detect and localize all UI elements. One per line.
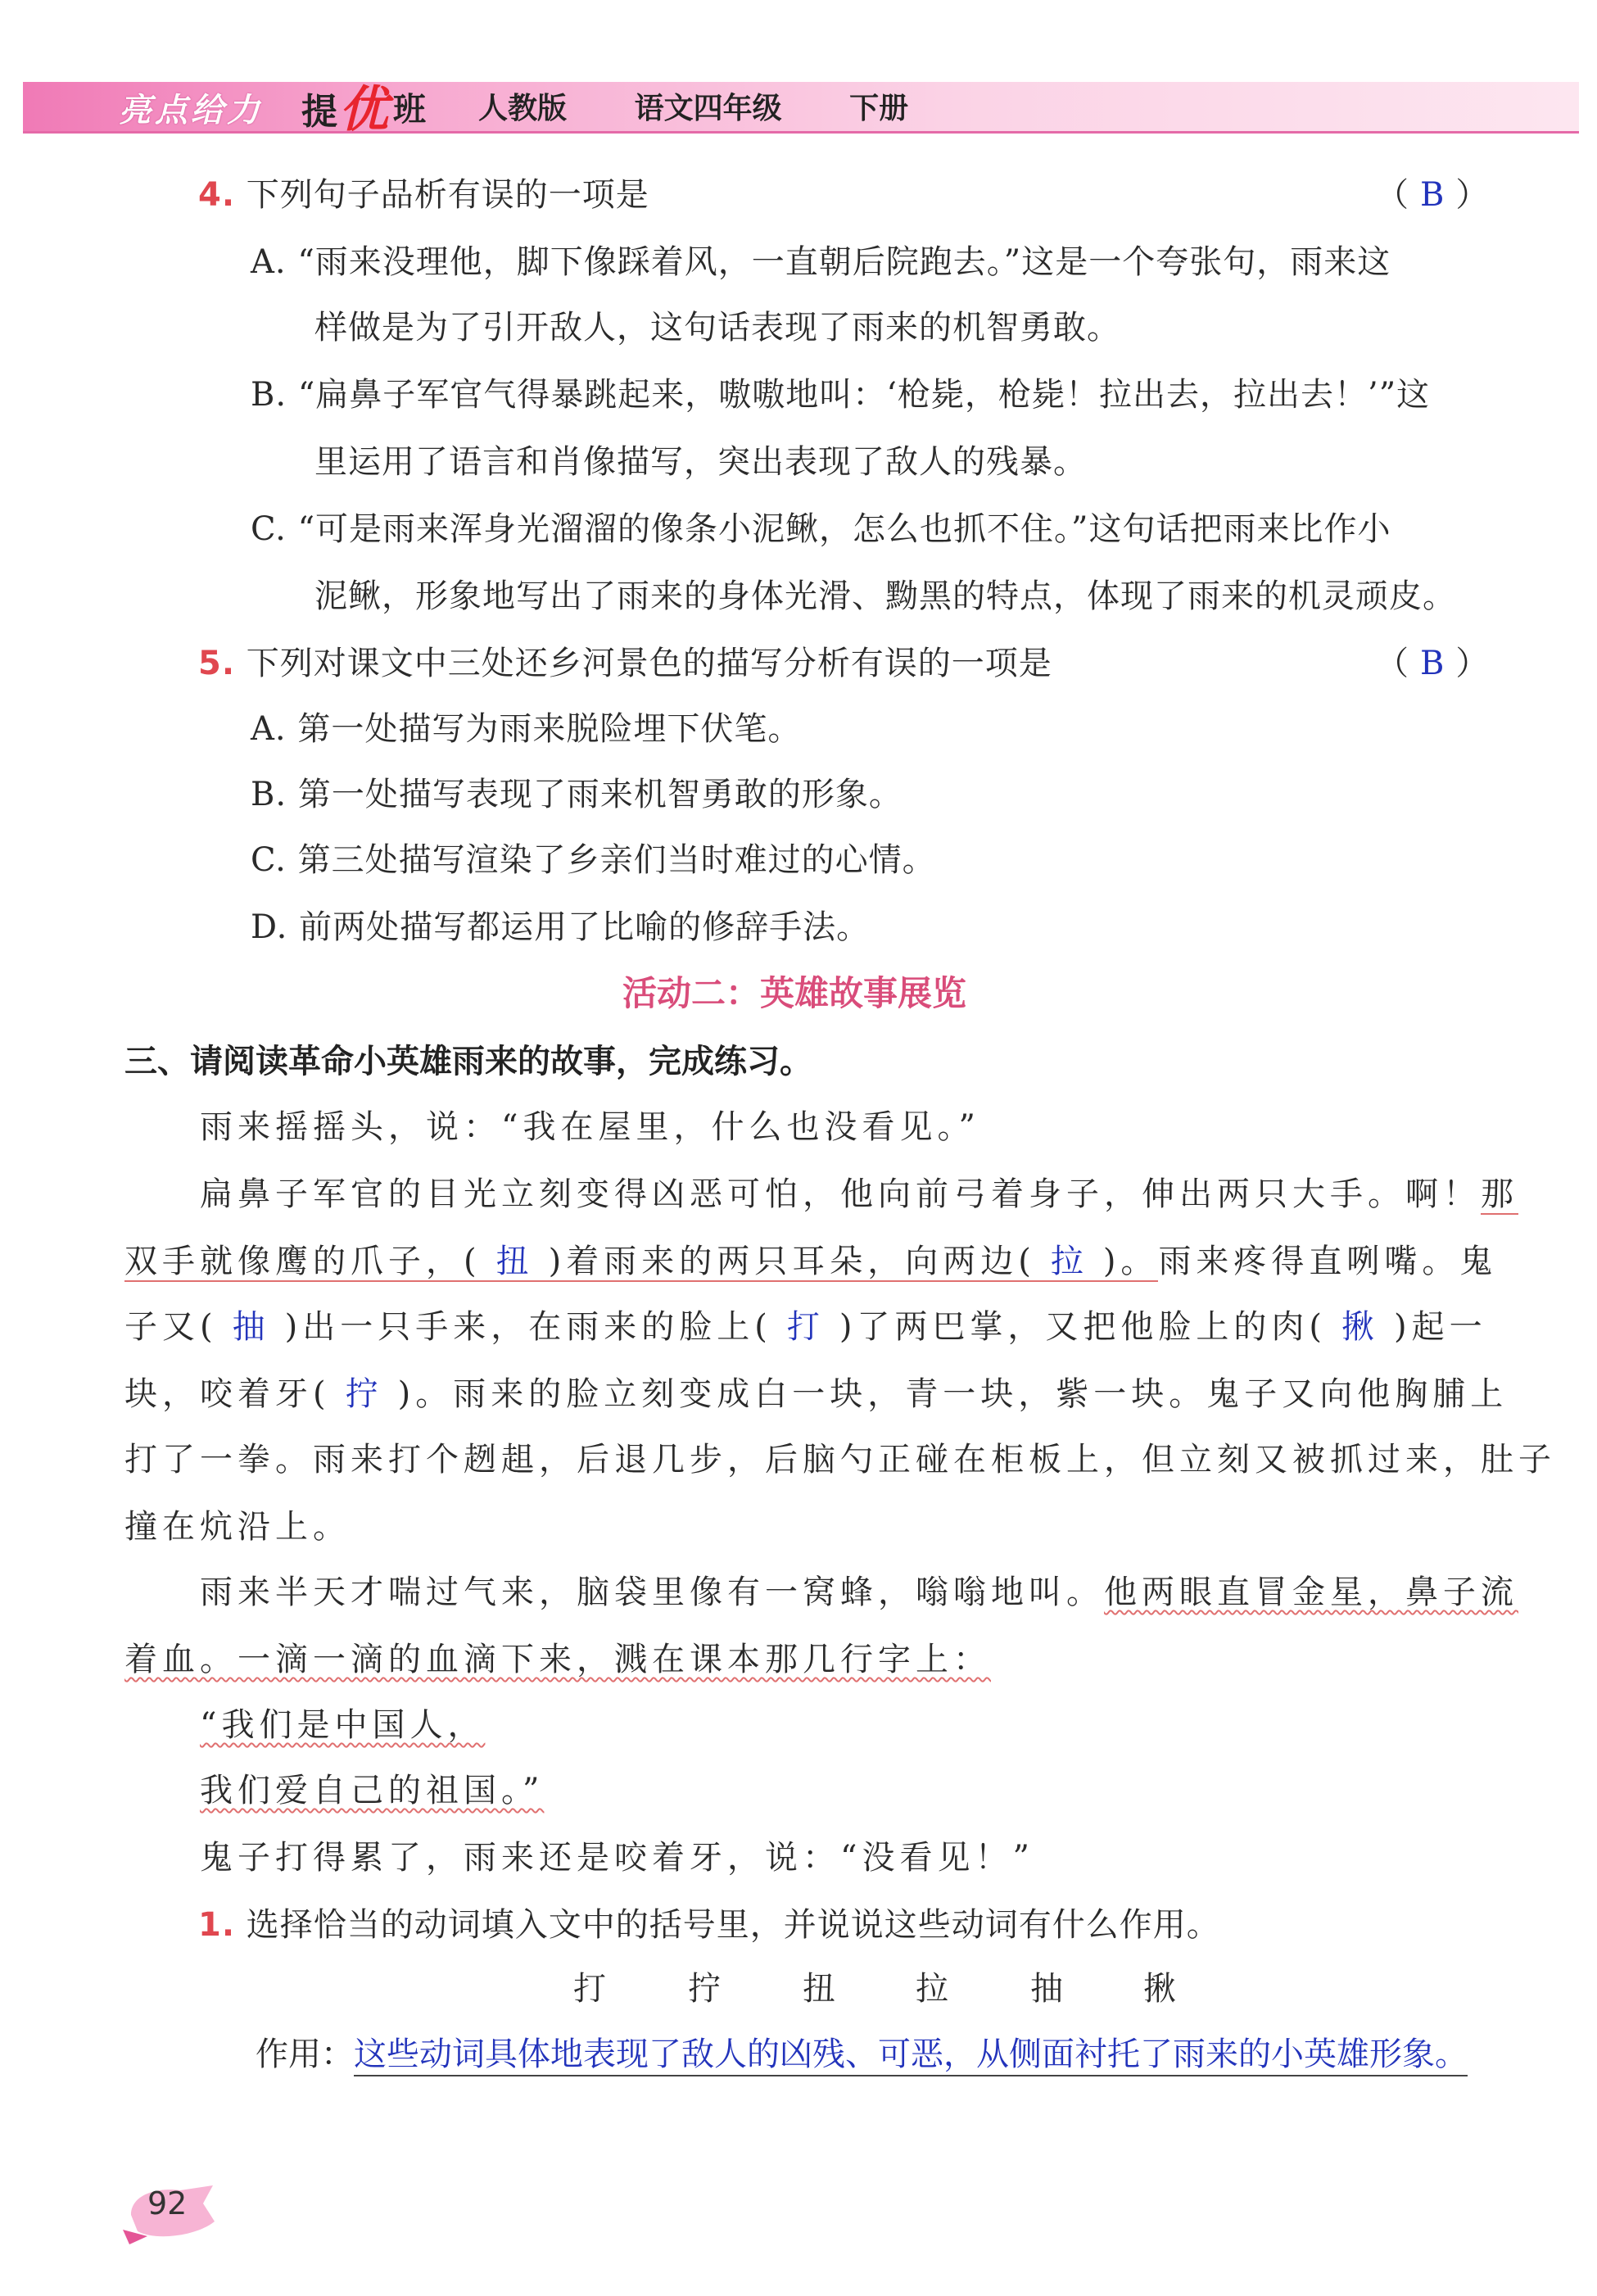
verb-3: 扭 <box>803 1970 835 2008</box>
q5-option-b: B. 第一处描写表现了雨来机智勇敢的形象。 <box>251 776 903 813</box>
q4-number: 4. <box>198 176 236 214</box>
blank-4-answer: 打 <box>786 1308 825 1346</box>
verb-6: 揪 <box>1143 1970 1176 2008</box>
brand-you: 优 <box>339 81 388 138</box>
q4-option-c-line1: C. “可是雨来浑身光溜溜的像条小泥鳅，怎么也抓不住。”这句话把雨来比作小 <box>251 510 1391 548</box>
q4-option-a-line2: 样做是为了引开敌人，这句话表现了雨来的机智勇敢。 <box>314 309 1120 346</box>
q5-answer-bracket: （ B ） <box>1376 645 1489 682</box>
subject: 语文四年级 <box>634 92 782 125</box>
q4-stem: 下列句子品析有误的一项是 <box>246 176 649 214</box>
q5-number: 5. <box>198 645 236 682</box>
q4-option-b-line2: 里运用了语言和肖像描写，突出表现了敌人的残暴。 <box>314 443 1087 481</box>
blank-5-answer: 揪 <box>1341 1308 1380 1346</box>
q5-option-c: C. 第三处描写渲染了乡亲们当时难过的心情。 <box>251 841 936 879</box>
header-info <box>478 85 941 127</box>
q5-option-d: D. 前两处描写都运用了比喻的修辞手法。 <box>251 908 871 946</box>
q5-stem-line <box>198 641 1052 686</box>
section-title: 活动二：英雄故事展览 <box>622 973 967 1013</box>
q1-stem: 选择恰当的动词填入文中的括号里，并说说这些动词有什么作用。 <box>246 1906 1220 1944</box>
passage-p3-line1: 雨来半天才喘过气来，脑袋里像有一窝蜂，嗡嗡地叫。他两眼直冒金星，鼻子流 <box>200 1574 1518 1611</box>
q5-option-a: A. 第一处描写为雨来脱险埋下伏笔。 <box>251 710 802 748</box>
passage-p2-line3: 子又( 抽 )出一只手来，在雨来的脸上( 打 )了两巴掌，又把他脸上的肉( 揪 )起一 <box>124 1308 1487 1346</box>
verb-2: 拧 <box>688 1970 721 2008</box>
passage-p4: “我们是中国人， <box>200 1706 486 1744</box>
page-number: 92 <box>147 2185 188 2221</box>
brand-ti: 提 <box>301 91 337 133</box>
verb-5: 抽 <box>1030 1970 1063 2008</box>
q4-option-c-line2: 泥鳅，形象地写出了雨来的身体光滑、黝黑的特点，体现了雨来的机灵顽皮。 <box>314 577 1456 615</box>
q4-stem-line <box>198 172 649 218</box>
q4-answer: B <box>1420 176 1445 214</box>
effect-answer: 这些动词具体地表现了敌人的凶残、可恶，从侧面衬托了雨来的小英雄形象。 <box>354 2036 1468 2076</box>
passage-p3-line2: 着血。一滴一滴的血滴下来，溅在课本那几行字上： <box>124 1641 991 1678</box>
passage-p6: 鬼子打得累了，雨来还是咬着牙，说：“没看见！” <box>200 1839 1034 1877</box>
blank-1-answer: 扭 <box>495 1243 534 1280</box>
volume: 下册 <box>849 92 909 125</box>
passage-p2-line4: 块，咬着牙( 拧 )。雨来的脸立刻变成白一块，青一块，紫一块。鬼子又向他胸脯上 <box>124 1375 1509 1413</box>
passage-p2-line5: 打了一拳。雨来打个趔趄，后退几步，后脑勺正碰在柜板上，但立刻又被抓过来，肚子 <box>124 1441 1556 1479</box>
q5-stem: 下列对课文中三处还乡河景色的描写分析有误的一项是 <box>246 645 1052 682</box>
edition: 人教版 <box>478 92 568 125</box>
passage-p1: 雨来摇摇头，说：“我在屋里，什么也没看见。” <box>200 1108 980 1146</box>
passage-p5: 我们爱自己的祖国。” <box>200 1772 545 1809</box>
verb-4: 拉 <box>916 1970 948 2008</box>
q1-number: 1. <box>198 1906 236 1944</box>
q4-option-b-line1: B. “扁鼻子军官气得暴跳起来，嗷嗷地叫：‘枪毙，枪毙！拉出去，拉出去！’”这 <box>251 376 1431 414</box>
part-three-heading: 三、请阅读革命小英雄雨来的故事，完成练习。 <box>124 1043 812 1080</box>
brand-text: 亮点给力 <box>119 92 263 129</box>
blank-6-answer: 拧 <box>345 1375 383 1413</box>
q1-stem-line <box>198 1902 1220 1948</box>
passage-p2-line2: 双手就像鹰的爪子，( 扭 )着雨来的两只耳朵，向两边( 拉 )。雨来疼得直咧嘴。鬼 <box>124 1243 1498 1280</box>
q5-answer: B <box>1420 645 1445 682</box>
q4-answer-bracket: （ B ） <box>1376 176 1489 214</box>
verb-1: 打 <box>573 1970 606 2008</box>
brand-ban: 班 <box>393 91 426 129</box>
q4-option-a-line1: A. “雨来没理他，脚下像踩着风，一直朝后院跑去。”这是一个夸张句，雨来这 <box>251 243 1391 281</box>
passage-p2-line1: 扁鼻子军官的目光立刻变得凶恶可怕，他向前弓着身子，伸出两只大手。啊！那 <box>200 1175 1518 1213</box>
blank-3-answer: 抽 <box>232 1308 270 1346</box>
passage-p2-line6: 撞在炕沿上。 <box>124 1508 351 1546</box>
effect-label: 作用： <box>256 2036 354 2073</box>
blank-2-answer: 拉 <box>1050 1243 1088 1280</box>
effect-line <box>256 2031 1468 2077</box>
